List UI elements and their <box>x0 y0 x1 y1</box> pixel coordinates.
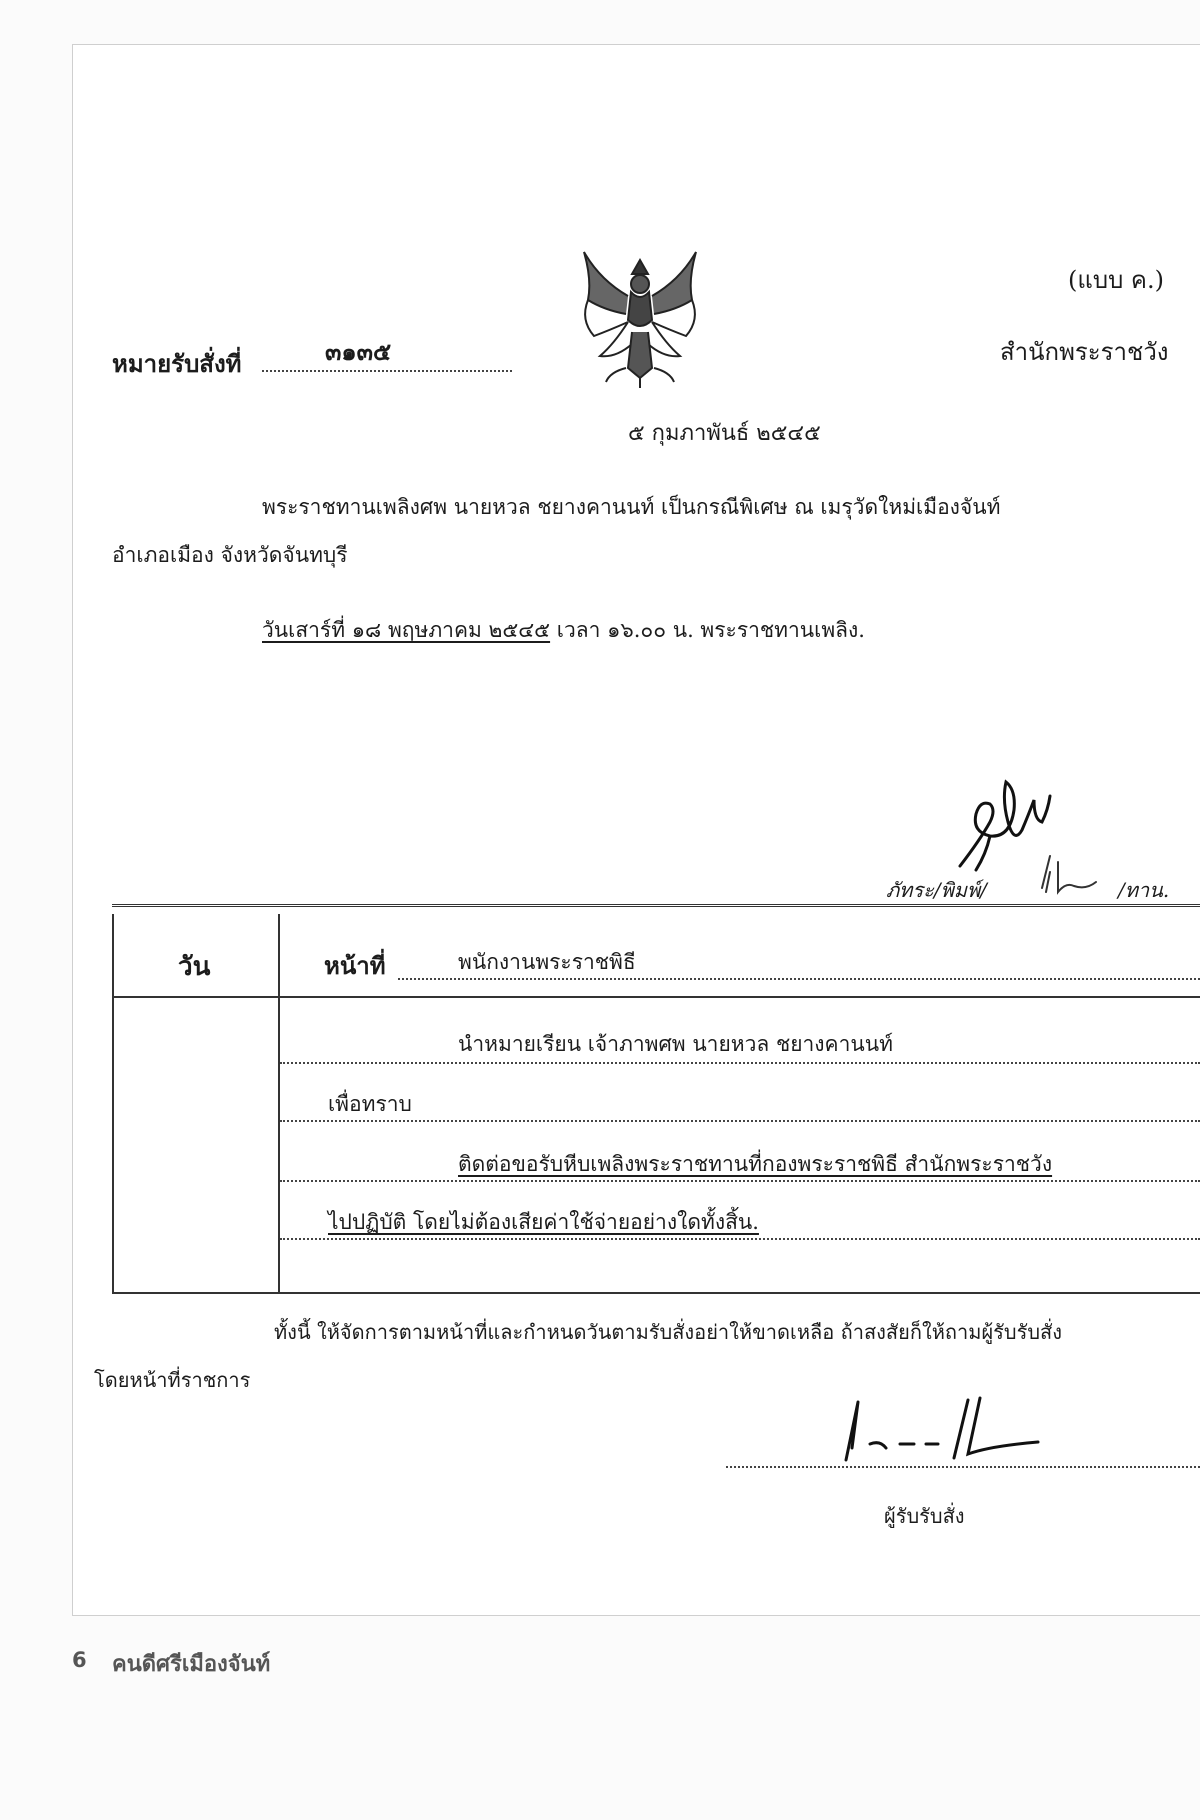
closing-line2: โดยหน้าที่ราชการ <box>94 1368 251 1392</box>
table-top-border <box>112 904 1200 913</box>
publication-title: คนดีศรีเมืองจันท์ <box>112 1652 271 1677</box>
page-number: 6 <box>72 1648 87 1672</box>
table-dots-2 <box>280 1120 1200 1122</box>
document-date: ๕ กุมภาพันธ์ ๒๕๔๕ <box>628 421 821 446</box>
table-line-4: ไปปฏิบัติ โดยไม่ต้องเสียค่าใช้จ่ายอย่างใดทั้งสิ้น. <box>328 1210 759 1234</box>
table-line-2: เพื่อทราบ <box>328 1092 412 1116</box>
table-line-3: ติดต่อขอรับหีบเพลิงพระราชทานที่กองพระราชพิธี สำนักพระราชวัง <box>458 1152 1053 1176</box>
table-dots-1 <box>280 1062 1200 1064</box>
body-paragraph-line1: พระราชทานเพลิงศพ นายหวล ชยางคานนท์ เป็นกรณีพิเศษ ณ เมรุวัดใหม่เมืองจันท์ <box>262 495 1001 519</box>
table-dots-4 <box>280 1238 1200 1240</box>
table-line-1: นำหมายเรียน เจ้าภาพศพ นายหวล ชยางคานนท์ <box>458 1032 893 1056</box>
table-header-divider <box>112 996 1200 998</box>
signature-line <box>726 1466 1200 1468</box>
schedule-date: วันเสาร์ที่ ๑๘ พฤษภาคม ๒๕๔๕ <box>262 618 551 642</box>
table-column-divider <box>278 914 280 1294</box>
signer-label: ผู้รับรับสั่ง <box>884 1504 965 1528</box>
duty-table <box>112 914 1200 1294</box>
schedule-line <box>262 620 865 641</box>
order-number-label: หมายรับสั่งที่ <box>112 349 242 378</box>
closing-line1: ทั้งนี้ ให้จัดการตามหน้าที่และกำหนดวันตามรับสั่งอย่าให้ขาดเหลือ ถ้าสงสัยก็ให้ถามผู้รับรับสั่ง <box>274 1320 1063 1344</box>
order-number-value: ๓๑๓๕ <box>325 338 392 366</box>
garuda-emblem <box>570 240 710 390</box>
duty-value: พนักงานพระราชพิธี <box>458 950 636 974</box>
schedule-time: เวลา ๑๖.๐๐ น. พระราชทานเพลิง. <box>556 618 865 642</box>
office-name: สำนักพระราชวัง <box>1000 338 1169 366</box>
form-type-label: (แบบ ค.) <box>1068 266 1164 294</box>
table-dots-3 <box>280 1180 1200 1182</box>
duty-value-line <box>398 978 1200 980</box>
typist-initials <box>1036 852 1116 896</box>
table-header-duty: หน้าที่ <box>324 951 386 980</box>
body-paragraph-line2: อำเภอเมือง จังหวัดจันทบุรี <box>112 543 348 567</box>
typist-suffix: /ทาน. <box>1118 878 1170 902</box>
receiver-signature <box>840 1388 1050 1468</box>
typist-prefix: ภัทระ/พิมพ์/ <box>886 878 987 902</box>
table-header-day: วัน <box>178 952 211 982</box>
order-number-line <box>262 370 512 372</box>
